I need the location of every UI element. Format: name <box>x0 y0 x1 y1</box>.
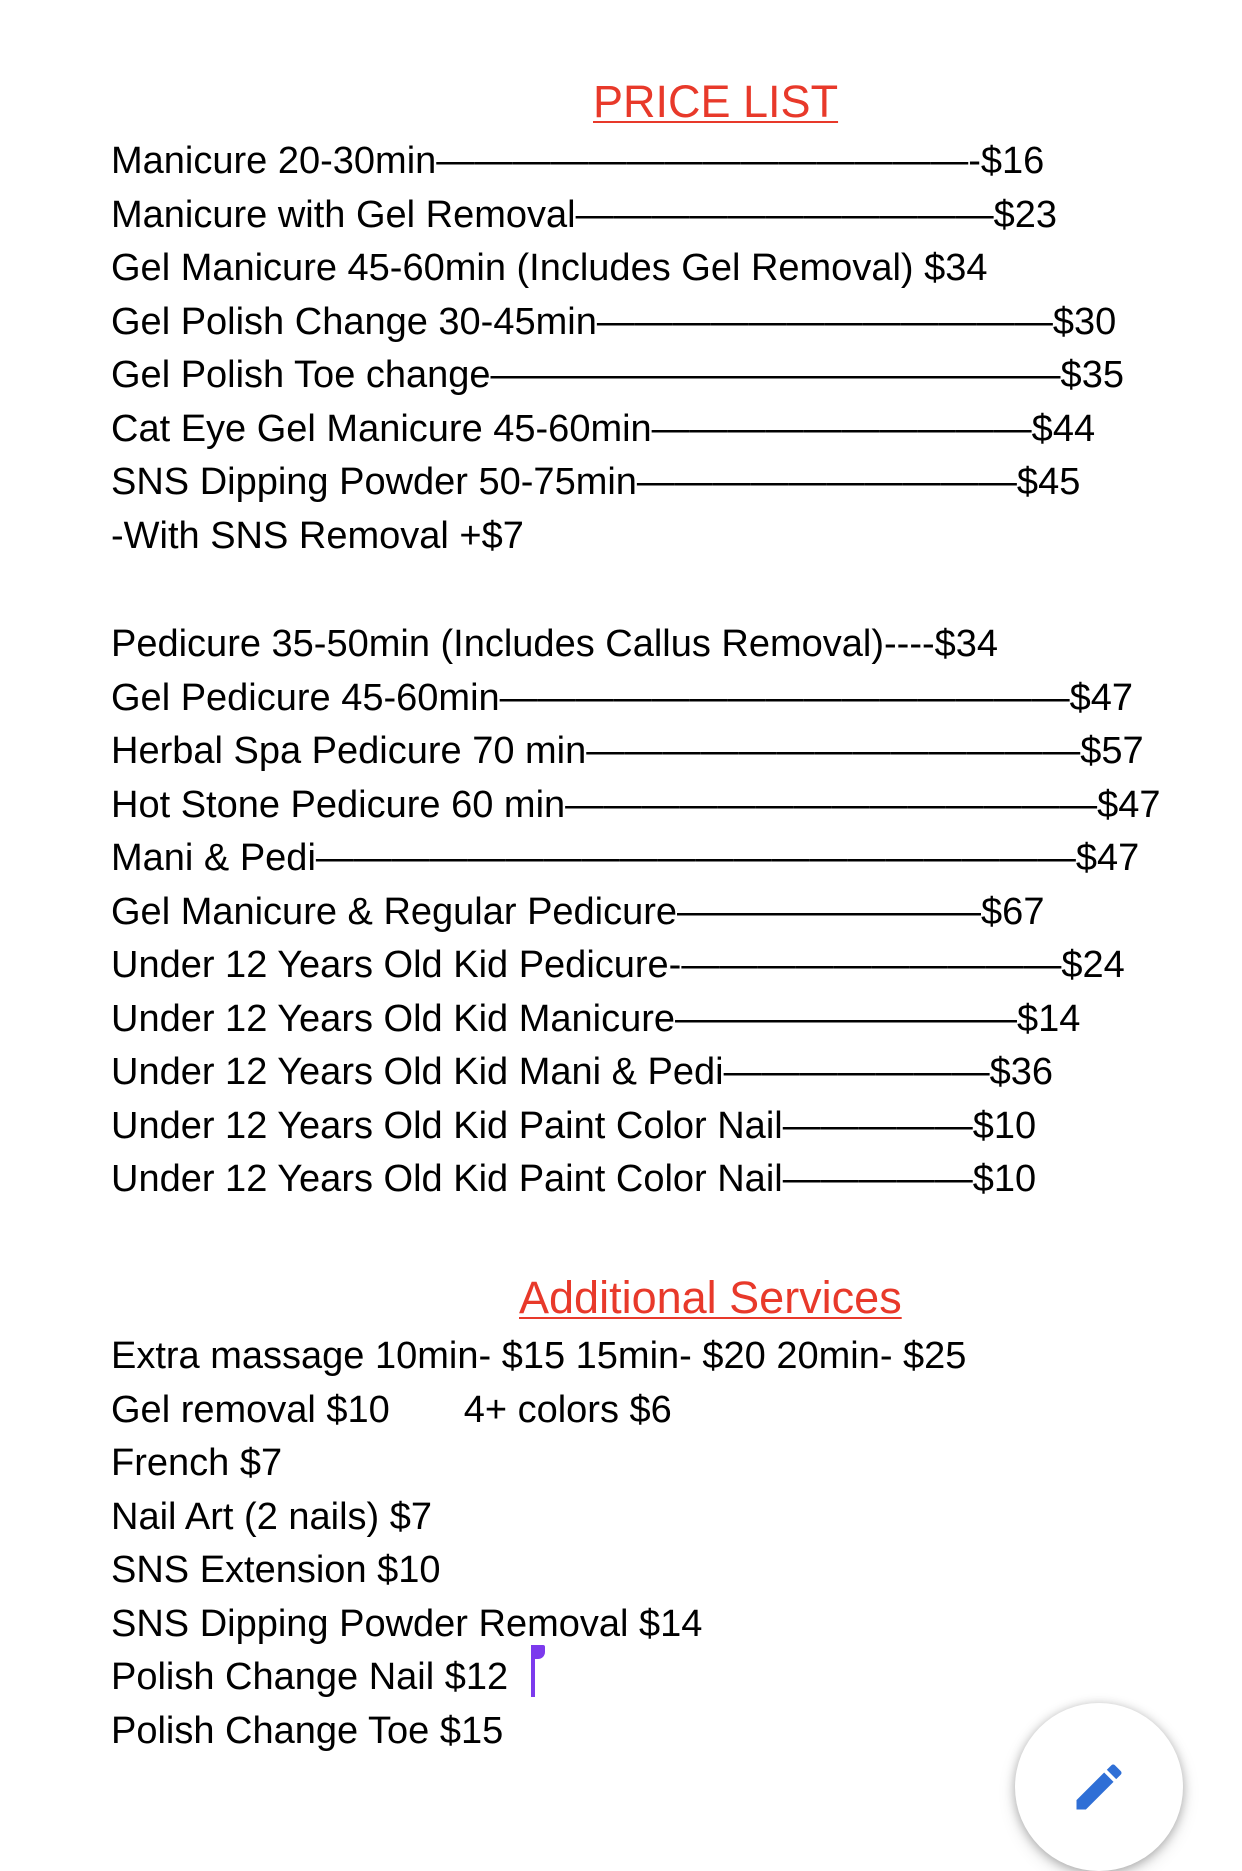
price-line: Pedicure 35-50min (Includes Callus Removal)----$34 <box>111 623 999 665</box>
price-line: Gel Manicure 45-60min (Includes Gel Removal) $34 <box>111 247 988 289</box>
pencil-icon <box>1069 1757 1129 1817</box>
edit-fab-button[interactable] <box>1015 1703 1183 1871</box>
price-line: Under 12 Years Old Kid Pedicure-——————————$24 <box>111 944 1125 986</box>
price-line: Herbal Spa Pedicure 70 min—————————————$57 <box>111 730 1144 772</box>
additional-services-section <box>111 1330 1111 1758</box>
price-line: Under 12 Years Old Kid Paint Color Nail—————$10 <box>111 1104 1037 1147</box>
price-line: Under 12 Years Old Kid Mani & Pedi———————$36 <box>111 1051 1053 1093</box>
price-list-heading: PRICE LIST <box>593 76 839 127</box>
price-line: -With SNS Removal +$7 <box>111 514 524 557</box>
price-line: Manicure with Gel Removal———————————$23 <box>111 193 1058 236</box>
cursor-knob[interactable] <box>531 1645 545 1659</box>
price-line: Under 12 Years Old Kid Manicure—————————$14 <box>111 997 1081 1040</box>
service-line: SNS Extension $10 <box>111 1549 441 1591</box>
price-line: Manicure 20-30min——————————————-$16 <box>111 140 1045 182</box>
price-line: Gel Polish Toe change———————————————$35 <box>111 354 1124 396</box>
service-line: Gel removal $10 4+ colors $6 <box>111 1388 672 1431</box>
additional-services-heading: Additional Services <box>519 1272 902 1323</box>
service-line: Nail Art (2 nails) $7 <box>111 1495 433 1538</box>
service-line: SNS Dipping Powder Removal $14 <box>111 1602 703 1645</box>
pedicure-section <box>111 618 1161 1207</box>
text-cursor-handle[interactable] <box>531 1645 537 1697</box>
price-line: Gel Pedicure 45-60min———————————————$47 <box>111 676 1134 719</box>
price-line: Gel Polish Change 30-45min————————————$30 <box>111 300 1117 343</box>
price-line: Gel Manicure & Regular Pedicure————————$67 <box>111 890 1045 933</box>
service-line: French $7 <box>111 1442 283 1484</box>
service-line: Polish Change Toe $15 <box>111 1709 504 1752</box>
price-line: Under 12 Years Old Kid Paint Color Nail—————$10 <box>111 1158 1037 1200</box>
manicure-section <box>111 135 1124 563</box>
price-line: Hot Stone Pedicure 60 min——————————————$47 <box>111 783 1161 826</box>
service-line: Polish Change Nail $12 <box>111 1656 509 1698</box>
price-line: Mani & Pedi————————————————————$47 <box>111 837 1140 879</box>
service-line: Extra massage 10min- $15 15min- $20 20min- $25 <box>111 1335 967 1377</box>
price-line: Cat Eye Gel Manicure 45-60min——————————$44 <box>111 407 1096 450</box>
price-line: SNS Dipping Powder 50-75min——————————$45 <box>111 461 1081 503</box>
